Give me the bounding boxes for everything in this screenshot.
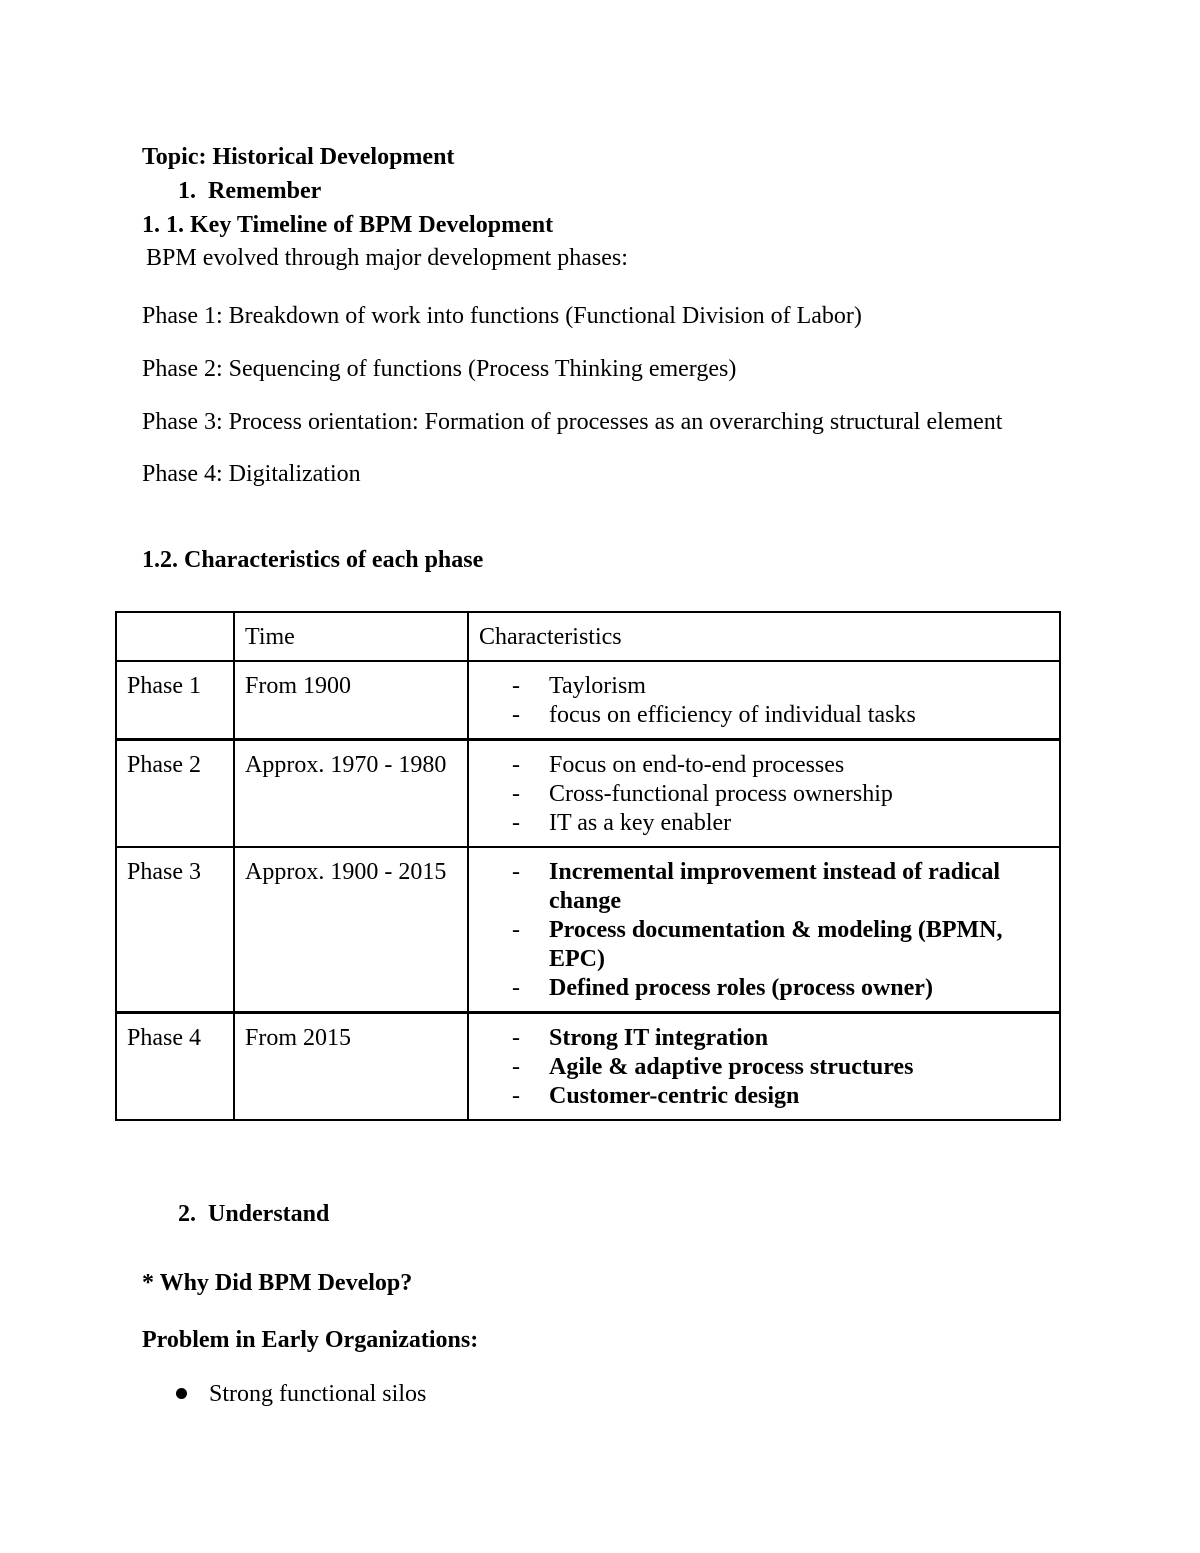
section-1-heading bbox=[178, 177, 321, 206]
phase-line: Phase 4: Digitalization bbox=[142, 461, 361, 487]
table-header-row bbox=[116, 612, 1060, 661]
section-1-1-heading: 1. 1. Key Timeline of BPM Development bbox=[142, 212, 554, 238]
phase-cell: Phase 1 bbox=[116, 661, 234, 740]
time-cell: Approx. 1900 - 2015 bbox=[234, 847, 468, 1013]
list-item: - focus on efficiency of individual tasks bbox=[549, 701, 1029, 730]
characteristics-cell bbox=[468, 847, 1060, 1013]
list-item: - Strong IT integration bbox=[549, 1024, 1029, 1053]
why-heading: * Why Did BPM Develop? bbox=[142, 1270, 413, 1296]
characteristics-list bbox=[469, 751, 1029, 838]
list-item: - Cross-functional process ownership bbox=[549, 780, 1029, 809]
time-cell: From 2015 bbox=[234, 1013, 468, 1121]
table-header-characteristics: Characteristics bbox=[468, 612, 1060, 661]
intro-paragraph: BPM evolved through major development phases: bbox=[146, 245, 628, 271]
phase-cell: Phase 2 bbox=[116, 740, 234, 848]
table-header-time: Time bbox=[234, 612, 468, 661]
list-item: - Agile & adaptive process structures bbox=[549, 1053, 1029, 1082]
list-item: - Incremental improvement instead of radical change bbox=[549, 858, 1029, 916]
table-row bbox=[116, 1013, 1060, 1121]
phase-line: Phase 2: Sequencing of functions (Process Thinking emerges) bbox=[142, 356, 737, 382]
list-item: - Customer-centric design bbox=[549, 1082, 1029, 1111]
characteristics-list bbox=[469, 672, 1029, 730]
phase-characteristics-table bbox=[115, 611, 1061, 1121]
section-1-title: Remember bbox=[208, 178, 322, 204]
list-item: - Focus on end-to-end processes bbox=[549, 751, 1029, 780]
table-row bbox=[116, 740, 1060, 848]
section-1-2-heading: 1.2. Characteristics of each phase bbox=[142, 547, 484, 573]
phase-line: Phase 3: Process orientation: Formation of processes as an overarching structural element bbox=[142, 409, 1003, 435]
section-2-heading bbox=[178, 1200, 329, 1229]
section-2-number: 2. bbox=[178, 1201, 196, 1227]
phase-cell: Phase 4 bbox=[116, 1013, 234, 1121]
phase-cell: Phase 3 bbox=[116, 847, 234, 1013]
time-cell: From 1900 bbox=[234, 661, 468, 740]
characteristics-cell bbox=[468, 1013, 1060, 1121]
bullet-icon bbox=[176, 1388, 187, 1399]
list-item: - Process documentation & modeling (BPMN, EPC) bbox=[549, 916, 1029, 974]
page-title: Topic: Historical Development bbox=[142, 144, 455, 170]
characteristics-cell bbox=[468, 661, 1060, 740]
table-row bbox=[116, 661, 1060, 740]
characteristics-cell bbox=[468, 740, 1060, 848]
section-1-number: 1. bbox=[178, 178, 196, 204]
table-row bbox=[116, 847, 1060, 1013]
section-2-title: Understand bbox=[208, 1201, 330, 1227]
bullet-text: Strong functional silos bbox=[209, 1381, 427, 1407]
list-item: - Taylorism bbox=[549, 672, 1029, 701]
time-cell: Approx. 1970 - 1980 bbox=[234, 740, 468, 848]
characteristics-list bbox=[469, 1024, 1029, 1111]
list-item bbox=[176, 1380, 426, 1409]
table-header-cell bbox=[116, 612, 234, 661]
list-item: - IT as a key enabler bbox=[549, 809, 1029, 838]
characteristics-list bbox=[469, 858, 1029, 1003]
problem-heading: Problem in Early Organizations: bbox=[142, 1327, 479, 1353]
list-item: - Defined process roles (process owner) bbox=[549, 974, 1029, 1003]
phase-line: Phase 1: Breakdown of work into functions (Functional Division of Labor) bbox=[142, 303, 862, 329]
